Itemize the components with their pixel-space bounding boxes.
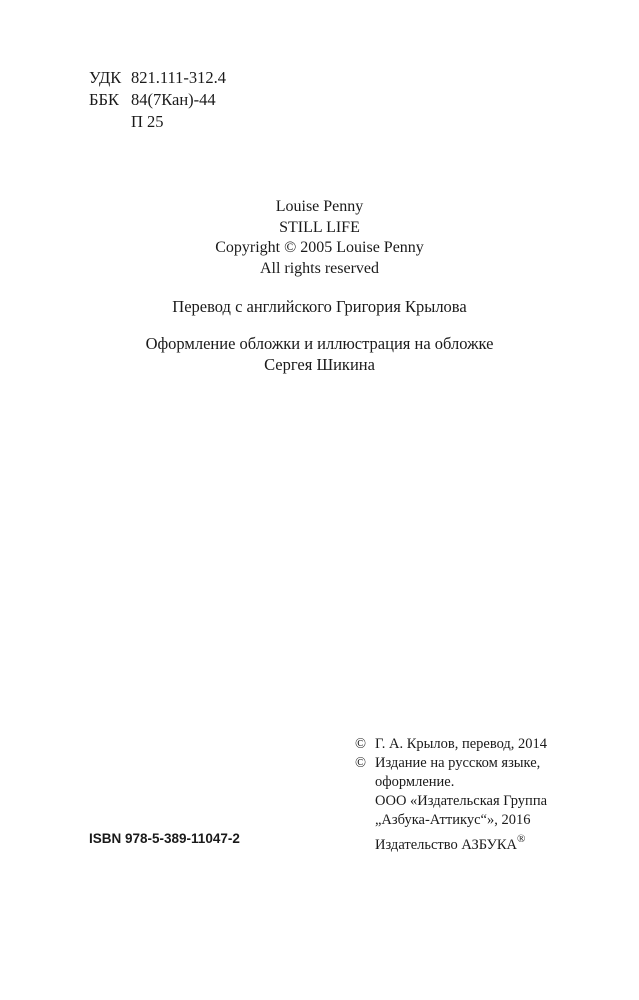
- copyright-symbol: ©: [355, 736, 367, 752]
- original-copyright: Copyright © 2005 Louise Penny: [215, 239, 424, 256]
- cover-credit-line1: Оформление обложки и иллюстрация на обложке: [145, 334, 494, 353]
- imprint-name: Издательство АЗБУКА: [375, 837, 517, 853]
- bbk-label: ББК: [89, 90, 119, 109]
- copyright-translation: [355, 735, 547, 754]
- udk-label: УДК: [89, 68, 122, 87]
- copyright-publisher-line2: „Азбука-Аттикус“», 2016: [375, 812, 531, 828]
- bbk-value: 84(7Кан)-44: [131, 90, 216, 109]
- translation-credit-text: Перевод с английского Григория Крылова: [172, 297, 467, 316]
- original-edition-block: [0, 197, 639, 279]
- copyright-imprint-row: [355, 830, 547, 855]
- original-rights: All rights reserved: [259, 259, 380, 277]
- classification-block: [89, 67, 226, 133]
- copyright-publisher-line1: ООО «Издательская Группа: [375, 793, 548, 809]
- original-author: Louise Penny: [275, 198, 364, 215]
- registered-mark: ®: [517, 833, 526, 845]
- copyright-edition-line1: Издание на русском языке,: [375, 755, 541, 771]
- copyright-notices: [355, 735, 547, 855]
- author-mark: П 25: [131, 112, 164, 131]
- isbn: ISBN 978-5-389-11047-2: [89, 831, 240, 846]
- cover-credit-line2: Сергея Шикина: [264, 354, 375, 374]
- copyright-translation-text: Г. А. Крылов, перевод, 2014: [375, 736, 548, 752]
- udk-row: [89, 67, 226, 89]
- original-title: STILL LIFE: [279, 218, 360, 236]
- author-mark-row: [89, 111, 226, 133]
- translation-credit: [0, 297, 639, 318]
- copyright-edition: [355, 754, 547, 773]
- copyright-symbol: ©: [355, 755, 367, 771]
- cover-credit: [0, 334, 639, 375]
- copyright-edition-line2: оформление.: [375, 774, 455, 790]
- bbk-row: [89, 89, 226, 111]
- udk-value: 821.111-312.4: [131, 68, 227, 87]
